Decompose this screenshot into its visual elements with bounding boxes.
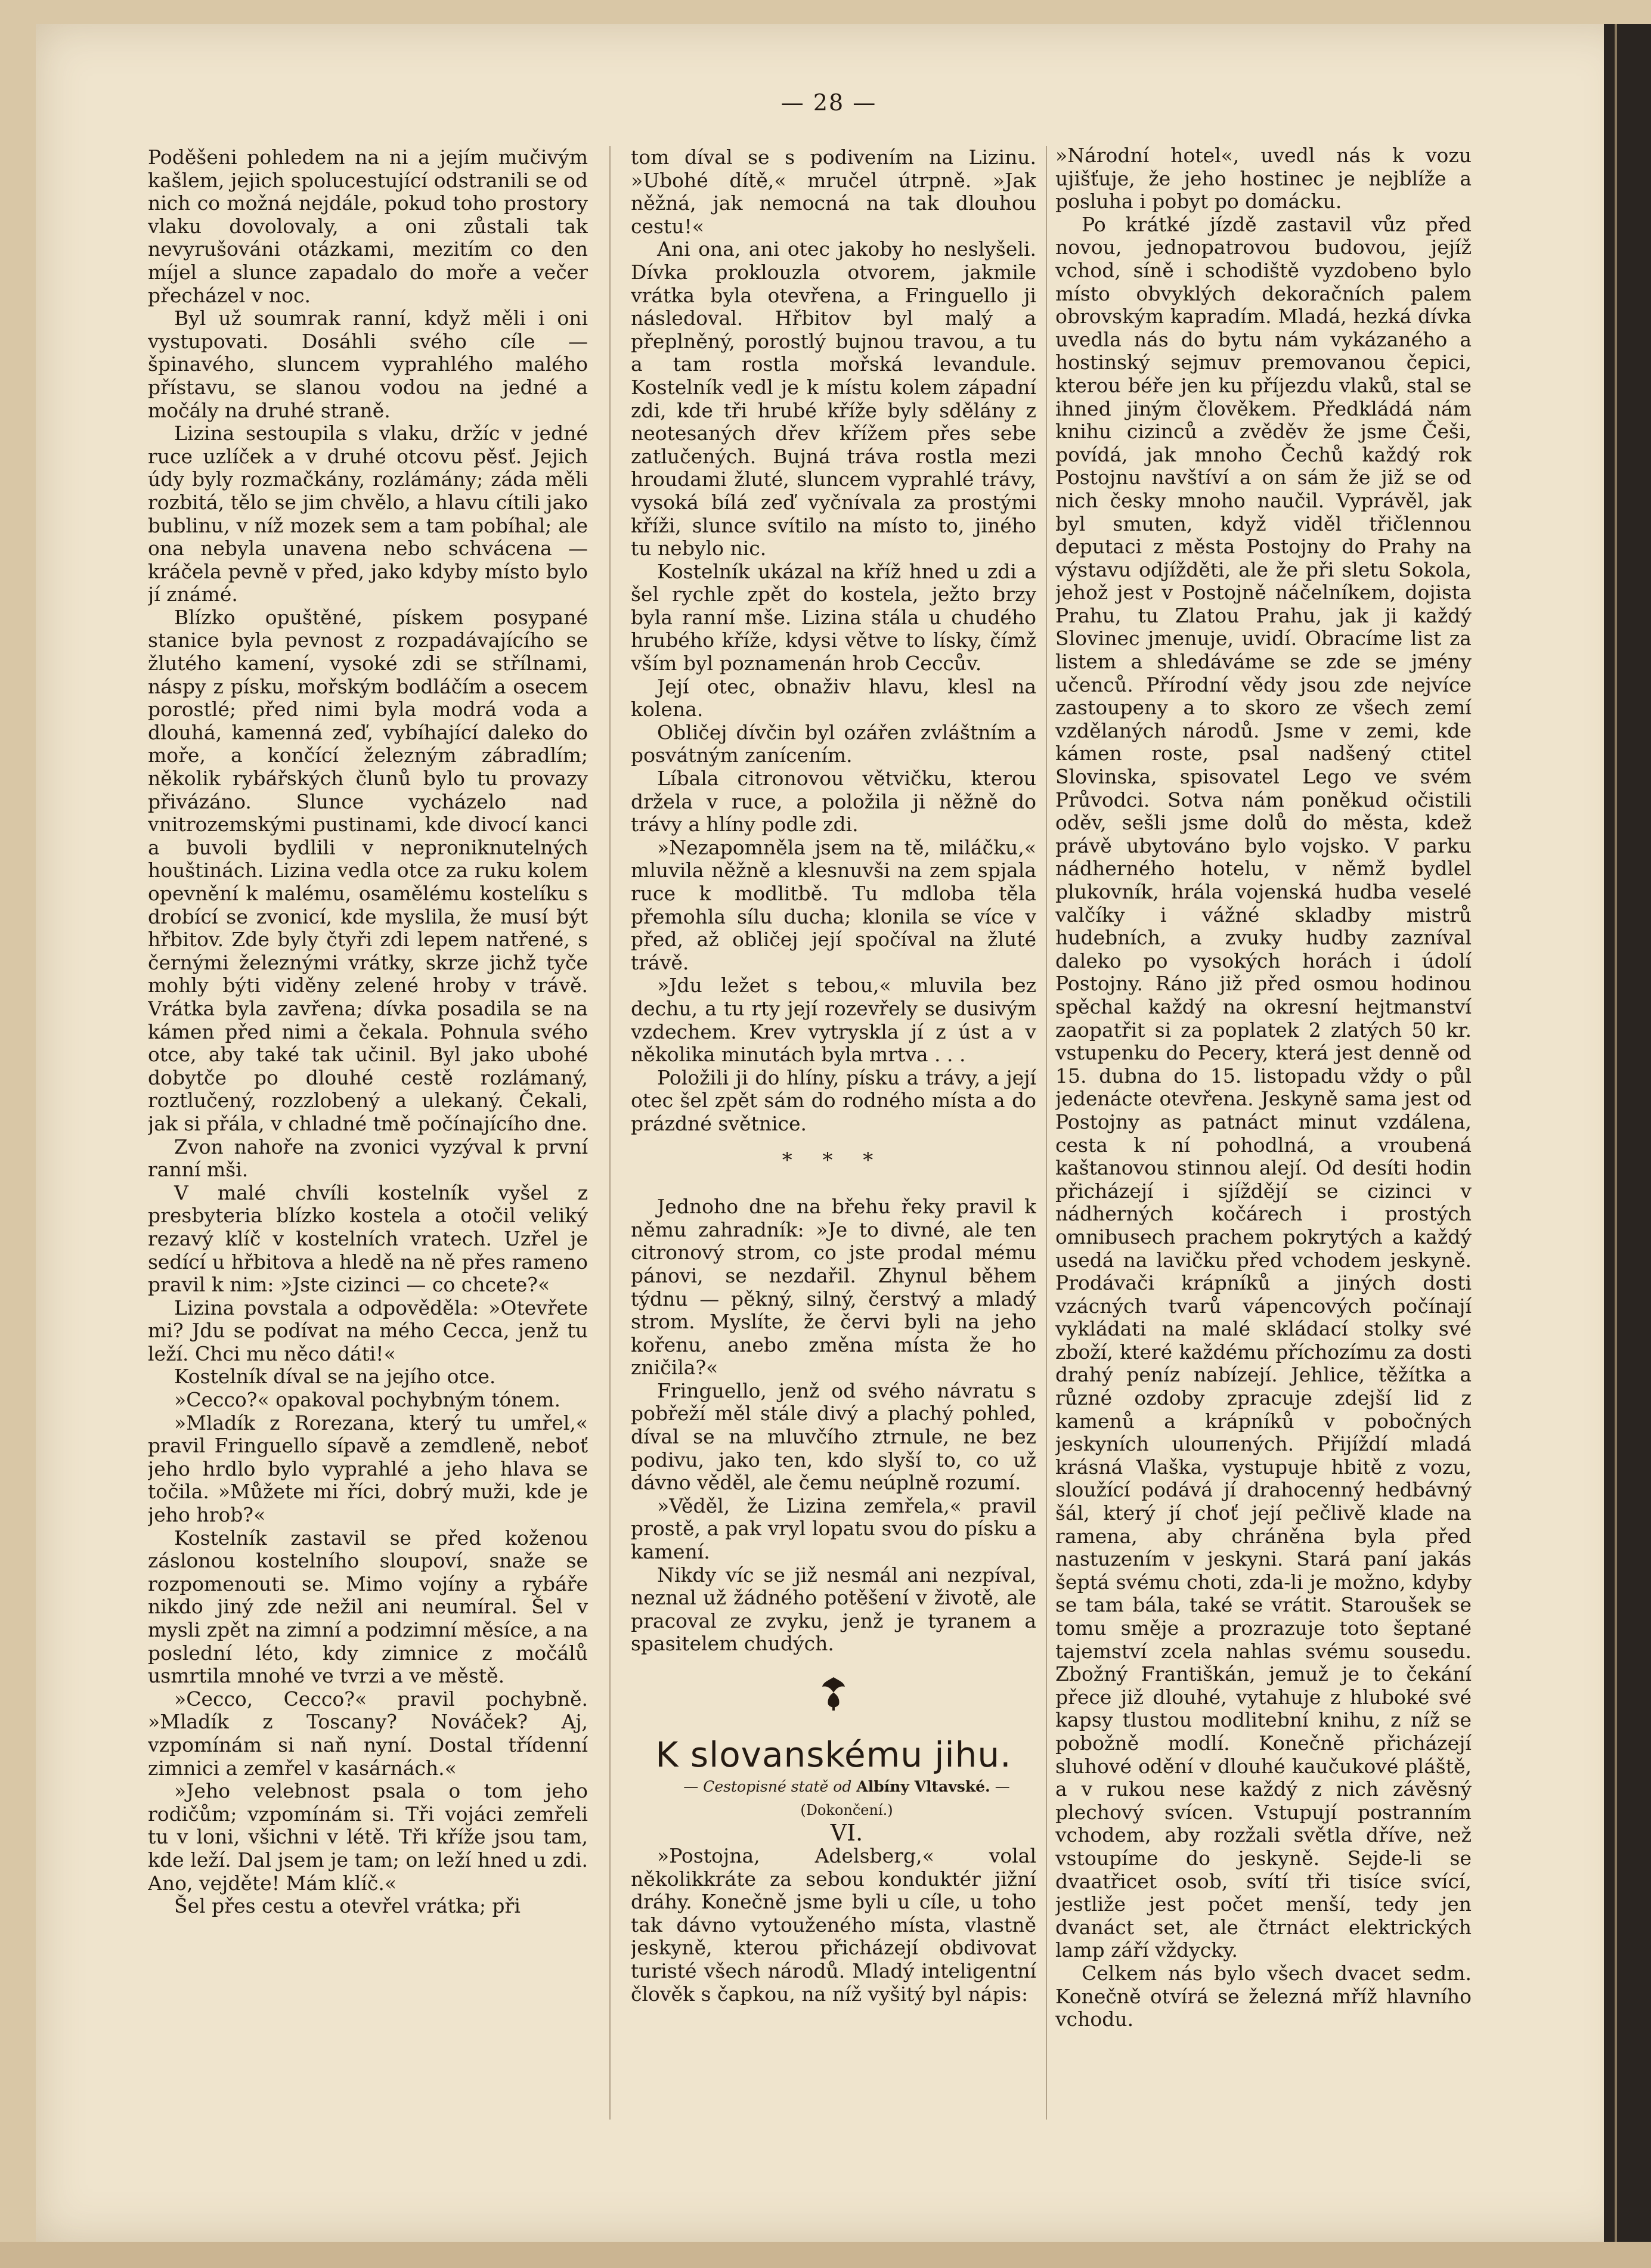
column-divider bbox=[609, 146, 611, 2120]
page-number: — 28 — bbox=[780, 89, 877, 116]
continuation-note: (Dokončení.) bbox=[800, 1801, 893, 1818]
paragraph: »Nezapomněla jsem na tě, miláčku,« mluvila něžně a klesnuvši na zem spjala ruce k modlitbě. Tu mdloba těla přemohla sílu ducha; klonila se více v před, až obličej její spočíval na žluté trávě. bbox=[631, 835, 1036, 974]
paragraph: »Národní hotel«, uvedl nás k vozu ujišťuje, že jeho hostinec je nejblíže a posluha i pobyt po domácku. bbox=[1055, 144, 1472, 213]
column-right bbox=[1055, 144, 1472, 2112]
section-separator: * * * bbox=[782, 1148, 885, 1172]
paragraph: »Jdu ležet s tebou,« mluvila bez dechu, a tu rty její rozevřely se dusivým vzdechem. Krev vytryskla jí z úst a v několika minutách byla mrtva . . . bbox=[631, 974, 1036, 1067]
paragraph: Lizina povstala a odpověděla: »Otevřete mi? Jdu se podívat na mého Cecca, jenž tu leží. Chci mu něco dáti!« bbox=[148, 1296, 588, 1365]
fleuron-ornament-icon bbox=[631, 1675, 1036, 1717]
paragraph: V malé chvíli kostelník vyšel z presbyteria blízko kostela a otočil veliký rezavý klíč v kostelních vratech. Uzřel je sedící u hřbitova a hledě na ně přes rameno pravil k nim: »Jste cizinci — co chcete?« bbox=[148, 1181, 588, 1297]
page-edge bbox=[1604, 24, 1651, 2268]
paragraph: tom díval se s podivením na Lizinu. »Ubohé dítě,« mručel útrpně. »Jak něžná, jak nemocná na tak dlouhou cestu!« bbox=[631, 146, 1036, 238]
subtitle-suffix: — bbox=[995, 1778, 1010, 1796]
paragraph: Obličej dívčin byl ozářen zvláštním a posvátným zanícením. bbox=[631, 720, 1036, 767]
paragraph: Šel přes cestu a otevřel vrátka; při bbox=[174, 1894, 521, 1918]
paragraph: Kostelník díval se na jejího otce. bbox=[174, 1365, 496, 1389]
paragraph: »Postojna, Adelsberg,« volal několikkráte za sebou konduktér jižní dráhy. Konečně jsme byli u cíle, u toho tak dávno vytouženého místa, vlastně jeskyně, kterou přicházejí obdivovat turisté všech národů. Mladý inteligentní člověk s čapkou, na níž vyšitý byl nápis: bbox=[631, 1843, 1036, 2006]
paragraph: Byl už soumrak ranní, když měli i oni vystupovati. Dosáhli svého cíle — špinavého, sluncem vyprahlého malého přístavu, se slanou vodou na jedné a močály na druhé straně. bbox=[148, 306, 588, 422]
paragraph: Blízko opuštěné, pískem posypané stanice byla pevnost z rozpadávajícího se žlutého kamení, vysoké zdi se střílnami, náspy z písku, mořským bodláčím a osecem porostlé; před nimi byla modrá voda a dlouhá, kamenná zeď, vybíhající daleko do moře, a končící železným zábradlím; několik rybářských člunů bylo tu provazy přivázáno. Slunce vycházelo nad vnitrozemskými pustinami, kde divocí kanci a buvoli bydlili v neproniknutelných houštinách. Lizina vedla otce za ruku kolem opevnění k malému, osamělému kostelíku s drobící se zvonicí, kde myslila, že musí být hřbitov. Zde byly čtyři zdi lepem natřené, s černými železnými vrátky, skrze jichž tyče mohly býti viděny zelené hroby v trávě. Vrátka byla zavřena; dívka posadila se na kámen před nimi a čekala. Pohnula svého otce, aby také tak učinil. Byl jako ubohé dobytče po dlouhé cestě rozlámaný, roztlučený, rozzlobený a ulekaný. Čekali, jak si přála, v chladné tmě počínajícího dne. bbox=[148, 605, 588, 1135]
paragraph: Fringuello, jenž od svého návratu s pobřeží měl stále divý a plachý pohled, díval se na mluvčího ztrnule, ne bez podivu, jako ten, kdo slyší to, co už dávno věděl, ale čemu neúplně rozumí. bbox=[631, 1378, 1036, 1495]
section-number: VI. bbox=[830, 1820, 863, 1846]
paragraph: Zvon nahoře na zvonici vyzýval k první ranní mši. bbox=[148, 1135, 588, 1182]
article-author: Albíny Vltavské. bbox=[856, 1778, 990, 1796]
paragraph: Líbala citronovou větvičku, kterou držela v ruce, a položila ji něžně do trávy a hlíny podle zdi. bbox=[631, 767, 1036, 836]
paragraph: Lizina sestoupila s vlaku, držíc v jedné ruce uzlíček a v druhé otcovu pěsť. Jejich údy byly rozmačkány, rozlámány; záda měli rozbitá, tělo se jim chvělo, a hlavu cítili jako bublinu, v níž mozek sem a tam pobíhal; ale ona nebyla unavena nebo schvácena — kráčela pevně v před, jako kdyby místo bylo jí známé. bbox=[148, 422, 588, 606]
paragraph: Po krátké jízdě zastavil vůz před novou, jednopatrovou budovou, jejíž vchod, síně i schodiště vyzdobeno bylo místo obvyklých dekoračních palem obrovským kapradím. Mladá, hezká dívka uvedla nás do bytu nám vykázaného a hostinský sejmuv premovanou čepici, kterou béře jen ku příjezdu vlaků, stal se ihned jiným člověkem. Předkládá nám knihu cizinců a zvěděv že jsme Češi, povídá, jak mnoho Čechů každý rok Postojnu navštíví a on sám že již se od nich česky mnoho naučil. Vyprávěl, jak byl smuten, když viděl třičlennou deputaci z města Postojny do Prahy na výstavu odjížděti, ale že při sletu Sokola, jehož jest v Postojně náčelníkem, dojista Prahu, tu Zlatou Prahu, jak ji každý Slovinec jmenuje, uvidí. Obracíme list za listem a shledáváme se zde se jmény učenců. Přírodní vědy jsou zde nejvíce zastoupeny a to skoro ze všech zemí vzdělaných národů. Jsme v zemi, kde kámen roste, psal nadšený ctitel Slovinska, spisovatel Lego ve svém Průvodci. Sotva nám poněkud očistili oděv, sešli jsme dolů do města, kdež právě ubytováno bylo vojsko. V parku nádherného hotelu, v němž bydlel plukovník, hrála vojenská hudba veselé valčíky i vážné skladby mistrů hudebních, a zvuky hudby zazníval daleko po vysokých horách i údolí Postojny. Ráno již před osmou hodinou spěchal každý na okresní hejtmanství zaopatřit si za poplatek 2 zlatých 50 kr. vstupenku do Pecery, která jest denně od 15. dubna do 15. listopadu vždy o půl jedenácte otevřena. Jeskyně sama jest od Postojny as patnáct minut vzdálena, cesta k ní pohodlná, a vroubená kaštanovou stinnou alejí. Od desíti hodin přicházejí i sjíždějí se cizinci v nádherných kočárech i prostých omnibusech prachem pokrytých a každý usedá na lavičku před vchodem jeskyně. Prodávači krápníků a jiných dosti vzácných tvarů vápencových počínají vykládati na malé skládací stolky své zboží, které každému příchozímu za dosti drahý peníz nabízejí. Jehlice, těžítka a různé ozdoby zpracuje zdejší lid z kamenů a krápníků v pobočných jeskyních ulouпených. Přijíždí mladá krásná Vlaška, vystupuje hbitě z vozu, sloužící podává jí drahocenný hedbávný šál, který jí choť její pečlivě klade na ramena, aby chráněna byla před nastuzením v jeskyni. Stará paní jakás šeptá svému choti, zda-li je možno, kdyby se tam bála, také se vrátit. Staroušek se tomu směje a prozrazuje toto šeptané tajemství zcela nahlas svému sousedu. Zbožný Františkán, jemuž je to čekání přece již dlouhé, vytahuje z hluboké své kapsy tlustou modlitební knihu, z níž se pobožně modlí. Konečně přicházejí sluhové odění v dlouhé kaučukové pláště, a v rukou nese každý z nich závěsný plechový svícen. Vstupují postranním vchodem, aby rozžali světla dříve, než vstoupíme do jeskyně. Sejde-li se dvaatřicet osob, svítí tři tisíce svící, jestliže jest počet menší, tedy jen dvanáct set, ale čtrnáct elektrických lamp září vždycky. bbox=[1055, 212, 1472, 1962]
column-middle bbox=[631, 146, 1036, 2114]
paragraph: »Jeho velebnost psala o tom jeho rodičům; vzpomínám si. Tři vojáci zemřeli tu v loni, všichni v létě. Tři kříže jsou tam, kde leží. Dal jsem je tam; on leží hned u zdi. Ano, vejděte! Mám klíč.« bbox=[148, 1779, 588, 1895]
paragraph: Její otec, obnaživ hlavu, klesl na kolena. bbox=[631, 674, 1036, 721]
paragraph: Nikdy víc se již nesmál ani nezpíval, neznal už žádného potěšení v životě, ale pracoval ze zvyku, jenž je tyranem a spasitelem chudých. bbox=[631, 1563, 1036, 1656]
column-divider bbox=[1046, 146, 1047, 2120]
paragraph: Kostelník zastavil se před koženou záslonou kostelního sloupoví, snaže se rozpomenouti se. Mimo vojíny a rybáře nikdo jiný zde nežil ani neumíral. Šel v mysli zpět na zimní a podzimní měsíce, a na poslední léto, kdy zimnice z močálů usmrtila mnohé ve tvrzi a ve městě. bbox=[148, 1526, 588, 1688]
subtitle-prefix: — Cestopisné statě od bbox=[683, 1778, 852, 1796]
paragraph: »Cecco, Cecco?« pravil pochybně. »Mladík z Toscany? Nováček? Aj, vzpomínám si naň nyní. Dostal třídenní zimnici a zemřel v kasárnách.« bbox=[148, 1687, 588, 1780]
article-subtitle bbox=[631, 1776, 1036, 1799]
paragraph: Poděšeni pohledem na ni a jejím mučivým kašlem, jejich spolucestující odstranili se od nich co možná nejdále, pokud toho prostory vlaku dovolovaly, a oni zůstali tak nevyrušováni otázkami, mezitím co den míjel a slunce zapadalo do moře a večer přecházel v noc. bbox=[148, 146, 588, 307]
page-bottom-edge bbox=[0, 2242, 1651, 2268]
column-left bbox=[148, 146, 588, 2114]
paragraph: »Cecco?« opakoval pochybným tónem. bbox=[174, 1388, 560, 1412]
paragraph: »Mladík z Rorezana, který tu umřel,« pravil Fringuello sípavě a zemdleně, neboť jeho hrdlo bylo vyprahlé a jeho hlava se točila. »Můžete mi říci, dobrý muži, kde je jeho hrob?« bbox=[148, 1411, 588, 1527]
paragraph: Ani ona, ani otec jakoby ho neslyšeli. Dívka proklouzla otvorem, jakmile vrátka byla otevřena, a Fringuello ji následoval. Hřbitov byl malý a přeplněný, porostlý bujnou travou, a tu a tam rostla mořská levandule. Kostelník vedl je k místu kolem západní zdi, kde tři hrubé kříže byly sdělány z neotesaných dřev křížem přes sebe zatlučených. Bujná tráva rostla mezi hroudami žluté, sluncem vyprahlé trávy, vysoká bílá zeď vyčnívala za prostými kříži, slunce svítilo na místo to, jiného tu nebylo nic. bbox=[631, 237, 1036, 560]
edge-line bbox=[1615, 24, 1617, 2268]
paragraph: Položili ji do hlíny, písku a trávy, a její otec šel zpět sám do rodného místa a do prázdné světnice. bbox=[631, 1065, 1036, 1135]
paragraph: Kostelník ukázal na kříž hned u zdi a šel rychle zpět do kostela, ježto brzy byla ranní mše. Lizina stála u chudého hrubého kříže, kdysi větve to lísky, čímž vším byl poznamenán hrob Ceccův. bbox=[631, 559, 1036, 676]
paragraph: »Věděl, že Lizina zemřela,« pravil prostě, a pak vryl lopatu svou do písku a kamení. bbox=[631, 1494, 1036, 1564]
paragraph: Jednoho dne na břehu řeky pravil k němu zahradník: »Je to divné, ale ten citronový strom, co jste prodal mému pánovi, se nezdařil. Zhynul během týdnu — pěkný, silný, čerstvý a mladý strom. Myslíte, že červi byli na jeho kořenu, anebo změna místa že ho zničila?« bbox=[631, 1195, 1036, 1380]
article-title: K slovanskému jihu. bbox=[655, 1734, 1012, 1775]
paragraph: Celkem nás bylo všech dvacet sedm. Konečně otvírá se železná mříž hlavního vchodu. bbox=[1055, 1961, 1472, 2031]
